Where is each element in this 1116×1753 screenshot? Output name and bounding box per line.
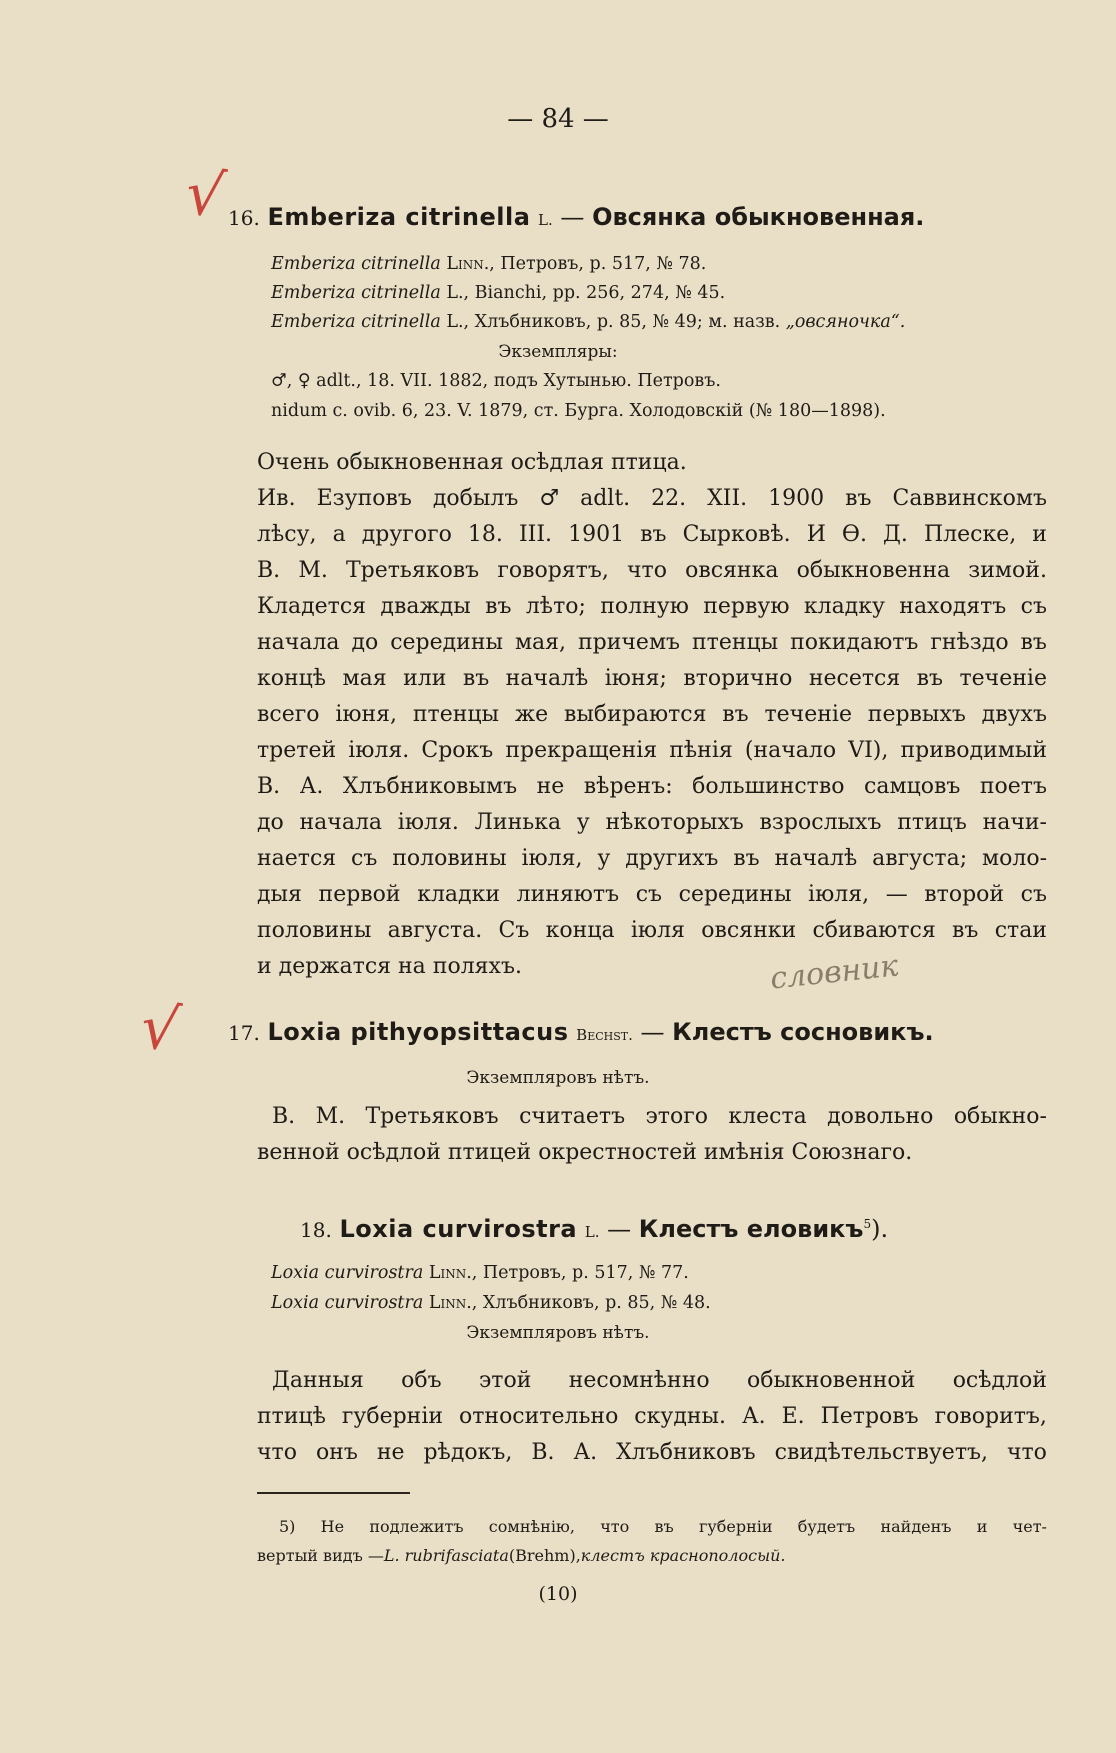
- species-number: 17.: [228, 1021, 260, 1045]
- russian-name: Клестъ еловикъ: [638, 1215, 864, 1243]
- latin-name: Loxia pithyopsittacus: [267, 1018, 569, 1046]
- reference-line: Emberiza citrinella L., Хлъбниковъ, р. 85, № 49; м. назв. „овсяночка“.: [271, 312, 906, 332]
- reference-line: Loxia curvirostra Linn., Хлъбниковъ, р. 85, № 48.: [271, 1293, 711, 1313]
- reference-line: Emberiza citrinella Linn., Петровъ, р. 517, № 78.: [271, 254, 707, 274]
- species-heading-18: 18. Loxia curvirostra L. — Клестъ еловикъ$^5$).: [300, 1215, 889, 1243]
- author: L.: [538, 211, 553, 229]
- specimens-label: Экземпляры:: [498, 342, 618, 362]
- author: L.: [584, 1223, 600, 1241]
- latin-name: Emberiza citrinella: [267, 203, 531, 231]
- specimen-line: nidum c. ovib. 6, 23. V. 1879, ст. Бурга. Холодовскій (№ 180—1898).: [271, 401, 886, 421]
- footnote: 5) Не подлежитъ сомнѣнію, что въ губерніи будетъ найденъ и чет- вертый видъ — L. rubrifasciata (Brehm), клестъ краснополосый.: [257, 1517, 1047, 1565]
- signature-mark: (10): [538, 1583, 578, 1605]
- specimens-label: Экземпляровъ нѣтъ.: [466, 1068, 650, 1088]
- page-number: — 84 —: [507, 104, 609, 134]
- reference-line: Emberiza citrinella L., Bianchi, pp. 256, 274, № 45.: [271, 283, 726, 303]
- footnote-rule: [257, 1492, 410, 1494]
- species-heading-16: [228, 203, 924, 231]
- red-check-mark-2: √: [136, 991, 184, 1067]
- paragraph-17: В. М. Третьяковъ считаетъ этого клеста довольно обыкно- венной осѣдлой птицей окрестностей имѣнія Союзнаго.: [257, 1104, 1047, 1165]
- pencil-scribble: словник: [768, 948, 900, 997]
- species-number: 16.: [228, 206, 260, 230]
- dash: —: [607, 1215, 632, 1243]
- red-check-mark-1: √: [181, 157, 229, 233]
- reference-line: Loxia curvirostra Linn., Петровъ, р. 517, № 77.: [271, 1263, 689, 1283]
- specimens-label: Экземпляровъ нѣтъ.: [466, 1323, 650, 1343]
- species-number: 18.: [300, 1218, 332, 1242]
- footnote-ref: 5: [863, 1217, 872, 1231]
- russian-name: Клестъ сосновикъ.: [672, 1018, 934, 1046]
- russian-name: Овсянка обыкновенная.: [592, 203, 925, 231]
- paragraph-16: Очень обыкновенная осѣдлая птица. Ив. Езуповъ добылъ ♂ adlt. 22. XII. 1900 въ Саввинскомъ лѣсу, а другого 18. III. 1901 въ Сырковѣ. И Ѳ. Д. Плеске, и В. М. Третьяковъ говорятъ, что овсянка обыкновенна зимой. Кладется дважды въ лѣто; полную первую кладку находятъ съ начала до середины мая, причемъ птенцы покидаютъ гнѣздо въ концѣ мая или въ началѣ іюня; вторично несется въ теченіе всего іюня, птенцы же выбираются въ теченіе первыхъ двухъ третей іюля. Срокъ прекращенія пѣнія (начало VI), приводимый В. А. Хлъбниковымъ не вѣренъ: большинство самцовъ поетъ до начала іюля. Линька у нѣкоторыхъ взрослыхъ птицъ начи- нается съ половины іюля, у другихъ въ началѣ августа; моло- дыя первой кладки линяютъ съ середины іюля, — второй съ половины августа. Съ конца іюля овсянки сбиваются въ стаи и держатся на поляхъ.: [257, 450, 1047, 979]
- paragraph-18: Данныя объ этой несомнѣнно обыкновенной осѣдлой птицѣ губерніи относительно скудны. А. Е. Петровъ говоритъ, что онъ не рѣдокъ, В. А. Хлъбниковъ свидѣтельствуетъ, что: [257, 1368, 1047, 1465]
- species-heading-17: [228, 1018, 934, 1046]
- dash: —: [560, 203, 585, 231]
- dash: —: [640, 1018, 665, 1046]
- latin-name: Loxia curvirostra: [339, 1215, 578, 1243]
- specimen-line: ♂, ♀ adlt., 18. VII. 1882, подъ Хутынью. Петровъ.: [271, 371, 721, 391]
- author: Bechst.: [576, 1026, 633, 1044]
